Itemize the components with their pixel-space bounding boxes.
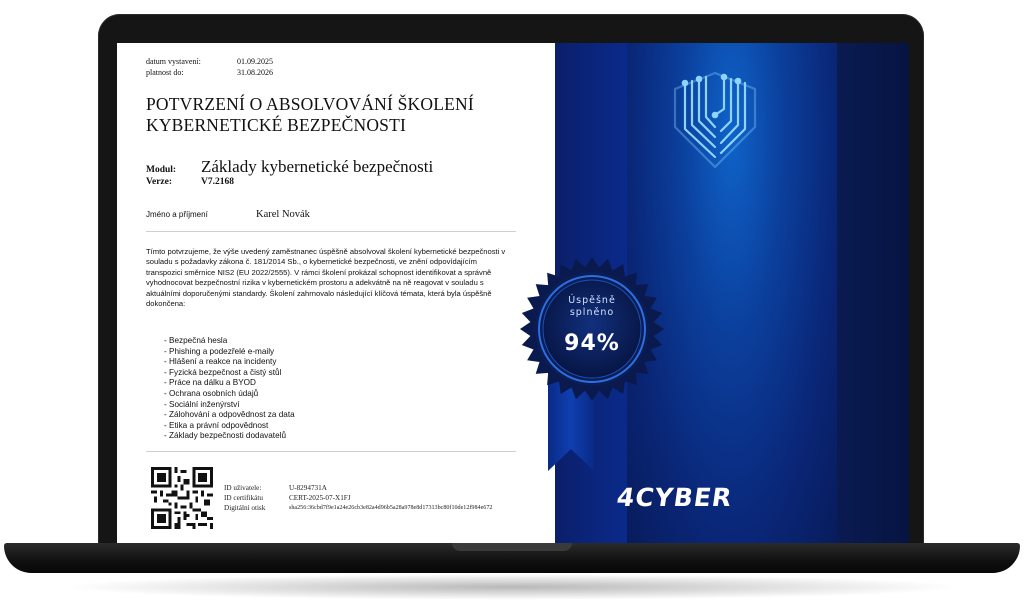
topic-item: - Základy bezpečnosti dodavatelů	[164, 431, 295, 442]
cert-id-label: ID certifikátu	[224, 494, 263, 502]
certificate-identifiers	[224, 483, 492, 513]
seal-label-line-2: splněno	[569, 307, 615, 318]
topics-list	[164, 336, 295, 442]
laptop-screen	[117, 43, 909, 543]
person-label: Jméno a příjmení	[146, 210, 208, 219]
certificate-document	[117, 43, 555, 543]
footer-divider	[146, 451, 516, 452]
confirmation-text: Tímto potvrzujeme, že výše uvedený zaměstnanec úspěšně absolvoval školení kybernetické bezpečnosti v souladu s požadavky zákona č. 181/2014 Sb., o kybernetické bezpečnosti, ve znění odpovídajícím transpozici směrnice NIS2 (EU 2022/2555). V rámci školení prokázal schopnost identifikovat a správně vyhodnocovat bezpečnostní rizika v kybernetickém prostoru a adekvátně na ně reagovat v souladu s aktuálními doporučenými standardy. Školení zahrnovalo následující klíčová témata, která byla úspěšně dokončena:	[146, 247, 506, 309]
version-value: V7.2168	[201, 177, 234, 187]
certificate-title: POTVRZENÍ O ABSOLVOVÁNÍ ŠKOLENÍ KYBERNETICKÉ BEZPEČNOSTI	[146, 94, 474, 135]
topic-item: - Bezpečná hesla	[164, 336, 295, 347]
laptop-shadow	[60, 574, 964, 600]
valid-until-date: 31.08.2026	[237, 68, 273, 77]
fingerprint-value: sha256:36cbd7f9e1a24e26cb3e82a4d96b5a28a978e8d17313bc80f10de12f984e672	[289, 505, 493, 511]
seal-text	[547, 295, 637, 356]
certificate-dates	[146, 56, 273, 78]
valid-until-label: platnost do:	[146, 68, 184, 77]
brand-logo: 4CYBER	[614, 483, 735, 512]
circuit-shield-icon	[671, 69, 759, 171]
user-id: U-8294731A	[289, 484, 327, 492]
qr-code-icon	[151, 467, 213, 529]
issue-date: 01.09.2025	[237, 57, 273, 66]
cert-id: CERT-2025-07-X1FJ	[289, 494, 351, 502]
laptop-notch	[452, 543, 572, 551]
user-id-label: ID uživatele:	[224, 484, 262, 492]
version-label: Verze:	[146, 177, 173, 187]
blue-edge	[837, 43, 909, 543]
topic-item: - Zálohování a odpovědnost za data	[164, 410, 295, 421]
fingerprint-label: Digitální otisk	[224, 504, 266, 512]
topic-item: - Práce na dálku a BYOD	[164, 378, 295, 389]
module-name: Základy kybernetické bezpečnosti	[201, 157, 434, 176]
topic-item: - Etika a právní odpovědnost	[164, 421, 295, 432]
issue-date-label: datum vystavení:	[146, 57, 201, 66]
module-label: Modul:	[146, 165, 177, 175]
topic-item: - Sociální inženýrství	[164, 400, 295, 411]
seal-label-line-1: Úspěšně	[568, 295, 616, 306]
topic-item: - Phishing a podezřelé e-maily	[164, 347, 295, 358]
person-name: Karel Novák	[256, 209, 310, 220]
topic-item: - Hlášení a reakce na incidenty	[164, 357, 295, 368]
module-info	[146, 157, 433, 187]
seal-percentage: 94%	[564, 331, 620, 356]
topic-item: - Ochrana osobních údajů	[164, 389, 295, 400]
topic-item: - Fyzická bezpečnost a čistý stůl	[164, 368, 295, 379]
person-row	[146, 209, 516, 232]
